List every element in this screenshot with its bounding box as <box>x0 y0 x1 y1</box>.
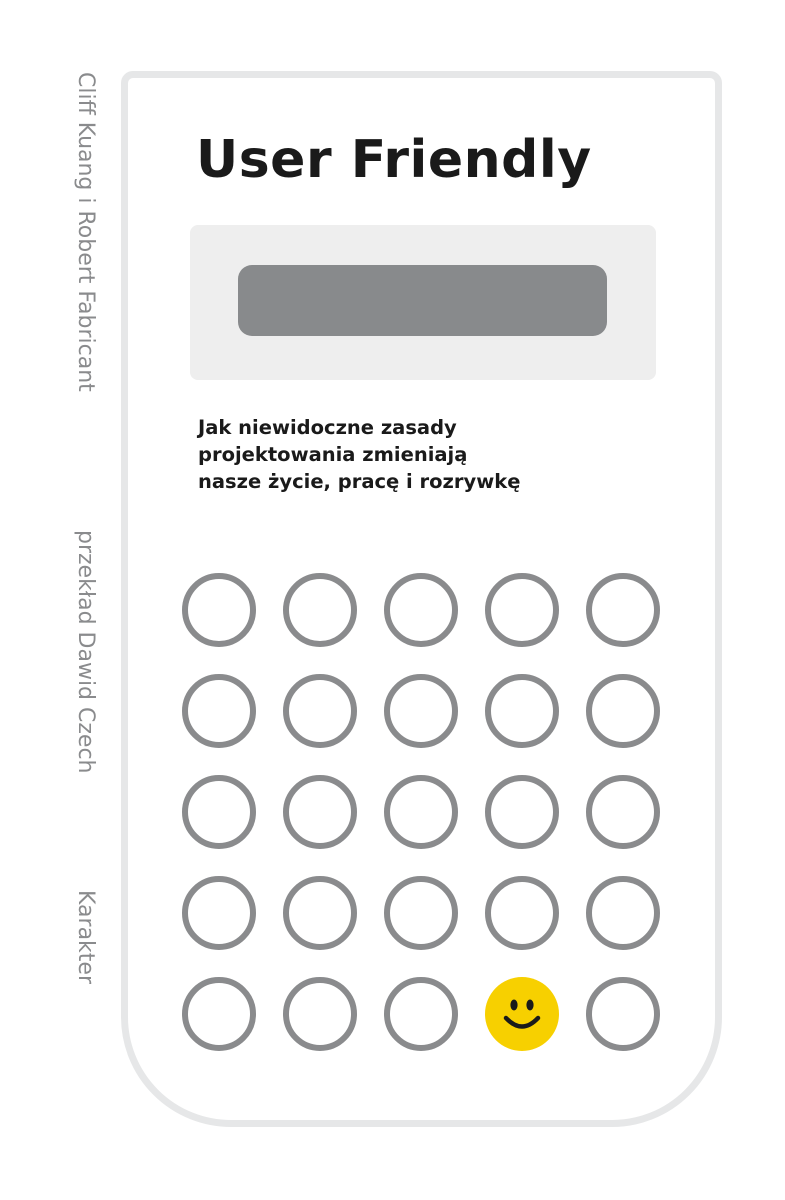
publisher-text: Karakter <box>73 890 98 984</box>
keypad-key <box>485 674 559 748</box>
authors-text: Cliff Kuang i Robert Fabricant <box>73 72 98 392</box>
screen-bezel <box>190 225 656 380</box>
keypad-key <box>283 573 357 647</box>
keypad-key <box>384 573 458 647</box>
subtitle-line: Jak niewidoczne zasady <box>198 416 457 439</box>
display-screen <box>238 265 607 336</box>
keypad-key <box>586 876 660 950</box>
smiley-face-icon <box>485 977 559 1051</box>
book-subtitle <box>198 414 520 495</box>
book-title: User Friendly <box>196 130 592 190</box>
calculator-device <box>121 71 722 1127</box>
keypad-key <box>384 977 458 1051</box>
keypad-key <box>182 775 256 849</box>
subtitle-line: nasze życie, pracę i rozrywkę <box>198 470 521 493</box>
keypad-key <box>182 977 256 1051</box>
keypad-key <box>586 977 660 1051</box>
keypad-key <box>384 674 458 748</box>
keypad-key <box>384 876 458 950</box>
keypad-key <box>182 573 256 647</box>
keypad-key <box>384 775 458 849</box>
subtitle-line: projektowania zmieniają <box>198 443 468 466</box>
keypad-key <box>182 674 256 748</box>
keypad-key <box>283 775 357 849</box>
keypad-key <box>485 876 559 950</box>
keypad-key <box>283 674 357 748</box>
keypad-key <box>485 573 559 647</box>
keypad-key <box>283 876 357 950</box>
keypad-key <box>586 775 660 849</box>
translator-text: przekład Dawid Czech <box>73 530 98 774</box>
keypad-key <box>586 674 660 748</box>
keypad-key <box>182 876 256 950</box>
keypad-key <box>586 573 660 647</box>
keypad-key <box>485 775 559 849</box>
keypad-key <box>283 977 357 1051</box>
keypad <box>182 573 672 1063</box>
